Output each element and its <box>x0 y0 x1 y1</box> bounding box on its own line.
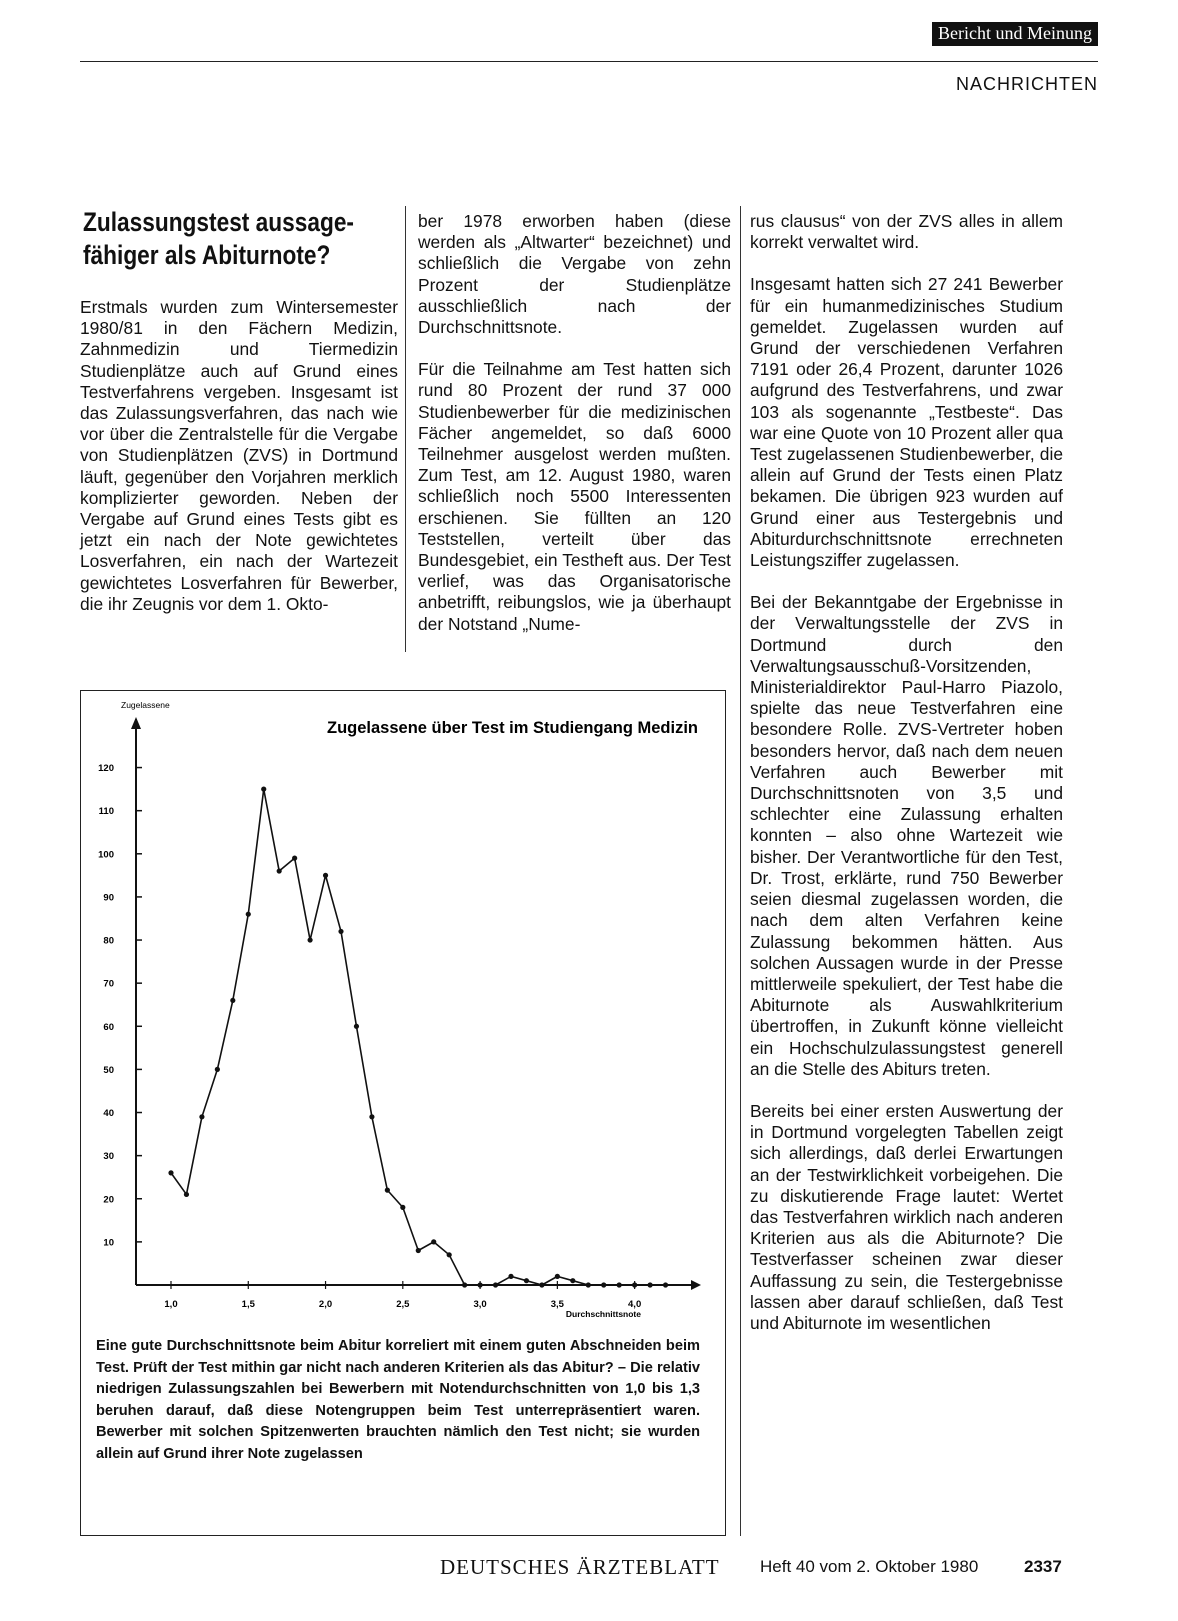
section-badge: Bericht und Meinung <box>932 22 1098 46</box>
x-tick-label: 3,5 <box>550 1299 564 1310</box>
line-chart <box>81 691 727 1331</box>
y-tick-label: 70 <box>103 978 114 990</box>
section-subtitle: NACHRICHTEN <box>955 74 1098 94</box>
page-number: 2337 <box>1024 1557 1062 1576</box>
paragraph: Erstmals wurden zum Wintersemester 1980/81 in den Fächern Medizin, Zahnmedizin und Tiermedizin Studienplätze auch auf Grund eines Testverfahrens vergeben. Insgesamt ist das Zulassungsverfahren, das nach wie vor über die Zentralstelle für die Vergabe von Studienplätzen (ZVS) in Dortmund läuft, gegenüber den Vorjahren merklich komplizierter geworden. Neben der Vergabe auf Grund eines Tests gibt es jetzt ein nach der Note gewichtetes Losverfahren, ein nach der Wartezeit gewichtetes Losverfahren für Bewerber, die ihr Zeugnis vor dem 1. Okto- <box>80 297 398 614</box>
data-point <box>663 1282 668 1287</box>
y-tick-label: 90 <box>103 892 114 904</box>
data-point <box>416 1248 421 1253</box>
data-point <box>369 1114 374 1119</box>
data-point <box>570 1278 575 1283</box>
data-point <box>199 1114 204 1119</box>
y-tick-label: 50 <box>103 1064 114 1076</box>
x-tick-label: 4,0 <box>628 1299 642 1310</box>
y-tick-label: 110 <box>98 806 114 818</box>
paragraph: ber 1978 erworben haben (diese werden als „Altwarter“ bezeichnet) und schließlich die Vergabe von zehn Prozent der Studienplätze ausschließlich nach der Durchschnittsnote. <box>418 211 731 338</box>
data-point <box>323 873 328 878</box>
data-point <box>555 1274 560 1279</box>
y-axis-label: Zugelassene <box>121 700 170 710</box>
data-point <box>307 937 312 942</box>
chart-title: Zugelassene über Test im Studiengang Medizin <box>326 719 698 737</box>
x-tick-label: 1,5 <box>241 1299 255 1310</box>
data-point <box>586 1282 591 1287</box>
data-point <box>462 1282 467 1287</box>
data-point <box>277 868 282 873</box>
article-column-3 <box>750 211 1063 1355</box>
data-point <box>230 998 235 1003</box>
x-axis-label: Durchschnittsnote <box>565 1309 641 1319</box>
data-point <box>385 1188 390 1193</box>
x-tick-label: 2,5 <box>396 1299 410 1310</box>
paragraph: Bereits bei einer ersten Auswertung der in Dortmund vorgelegten Tabellen zeigt sich allerdings, daß derlei Erwartungen an der Testwirklichkeit vorbeigehen. Die zu diskutierende Frage lautet: Wertet das Testverfahren wirklich nach anderen Kriterien aus als die Abiturnote? Die Testverfasser scheinen zwar dieser Auffassung zu sein, die Testergebnisse lassen aber darauf schließen, daß Test und Abiturnote im wesentlichen <box>750 1100 1063 1333</box>
data-point <box>261 787 266 792</box>
top-rule <box>80 61 1098 62</box>
data-point <box>168 1170 173 1175</box>
y-tick-label: 60 <box>103 1021 114 1033</box>
paragraph: Bei der Bekanntgabe der Ergebnisse in der Verwaltungsstelle der ZVS in Dortmund durch den Verwaltungsausschuß-Vorsitzenden, Ministerialdirektor Paul-Harro Piazolo, spielte das neue Testverfahren eine besondere Rolle. ZVS-Vertreter hoben besonders hervor, daß nach dem neuen Verfahren auch Bewerber mit Durchschnittsnoten von 3,5 und schlechter eine Zulassung erhalten konnten – also ohne Wartezeit wie bisher. Der Verantwortliche für den Test, Dr. Trost, erklärte, rund 750 Bewerber seien diesmal zugelassen worden, die nach dem alten Verfahren keine Zulassung bekommen hätten. Aus solchen Aussagen wurde in der Presse mittlerweile spekuliert, der Test habe die Abiturnote als Auswahlkriterium übertroffen, in Zukunft könne vielleicht ein Hochschulzulassungstest generell an die Stelle des Abiturs treten. <box>750 592 1063 1079</box>
column-divider <box>740 206 741 1536</box>
issue-info: Heft 40 vom 2. Oktober 1980 <box>760 1557 979 1576</box>
data-point <box>354 1024 359 1029</box>
x-tick-label: 3,0 <box>473 1299 487 1310</box>
article-column-1 <box>80 297 398 636</box>
data-point <box>508 1274 513 1279</box>
paragraph: Insgesamt hatten sich 27 241 Bewerber für ein humanmedizinisches Studium gemeldet. Zugelassen wurden auf Grund der verschiedenen Verfahren 7191 oder 26,4 Prozent, darunter 1026 aufgrund des Testverfahrens, und zwar 103 als sogenannte „Testbeste“. Das war eine Quote von 10 Prozent aller qua Test zugelassenen Studienbewerber, die allein auf Grund der Tests einen Platz bekamen. Die übrigen 923 wurden auf Grund einer aus Testergebnis und Abiturdurchschnittsnote errechneten Leistungsziffer zugelassen. <box>750 274 1063 571</box>
y-tick-label: 10 <box>103 1237 114 1249</box>
data-point <box>338 929 343 934</box>
data-point <box>215 1067 220 1072</box>
data-point <box>400 1205 405 1210</box>
x-tick-label: 1,0 <box>164 1299 178 1310</box>
data-point <box>539 1282 544 1287</box>
article-headline: Zulassungstest aussage-fähiger als Abiturnote? <box>83 207 354 270</box>
y-tick-label: 40 <box>103 1108 114 1120</box>
x-tick-label: 2,0 <box>318 1299 333 1310</box>
y-tick-label: 80 <box>103 935 114 947</box>
y-tick-label: 120 <box>98 763 114 775</box>
data-point <box>447 1252 452 1257</box>
article-column-2 <box>418 211 731 656</box>
y-tick-label: 30 <box>103 1151 114 1163</box>
y-tick-label: 100 <box>98 849 114 861</box>
figure-caption: Eine gute Durchschnittsnote beim Abitur korreliert mit einem guten Abschneiden beim Test. Prüft der Test mithin gar nicht nach anderen Kriterien als das Abitur? – Die relativ niedrigen Zulassungszahlen bei Bewerbern mit Notendurchschnitten von 1,0 bis 1,3 beruhen darauf, daß diese Notengruppen beim Test unterrepräsentiert waren. Bewerber mit solchen Spitzenwerten brauchten nämlich den Test nicht; sie wurden allein auf Grund ihrer Note zugelassen <box>96 1338 700 1462</box>
data-point <box>632 1282 637 1287</box>
data-point <box>184 1192 189 1197</box>
data-point <box>246 912 251 917</box>
data-point <box>601 1282 606 1287</box>
series-line <box>171 789 666 1285</box>
data-point <box>431 1239 436 1244</box>
data-point <box>647 1282 652 1287</box>
data-point <box>477 1282 482 1287</box>
column-divider <box>405 206 406 652</box>
y-axis-arrow <box>131 717 141 729</box>
y-tick-label: 20 <box>103 1194 114 1206</box>
x-axis-arrow <box>691 1280 701 1290</box>
data-point <box>493 1282 498 1287</box>
paragraph: Für die Teilnahme am Test hatten sich rund 80 Prozent der rund 37 000 Studienbewerber für die medizinischen Fächer angemeldet, so daß 6000 Teilnehmer ausgelost werden mußten. Zum Test, am 12. August 1980, waren schließlich noch 5500 Interessenten erschienen. Sie füllten an 120 Teststellen, verteilt über das Bundesgebiet, ein Testheft aus. Der Test verlief, was das Organisatorische anbetrifft, reibungslos, wie ja überhaupt der Notstand „Nume- <box>418 359 731 634</box>
data-point <box>292 856 297 861</box>
data-point <box>524 1278 529 1283</box>
data-point <box>617 1282 622 1287</box>
paragraph: rus clausus“ von der ZVS alles in allem korrekt verwaltet wird. <box>750 211 1063 253</box>
journal-name: DEUTSCHES ÄRZTEBLATT <box>440 1555 720 1579</box>
